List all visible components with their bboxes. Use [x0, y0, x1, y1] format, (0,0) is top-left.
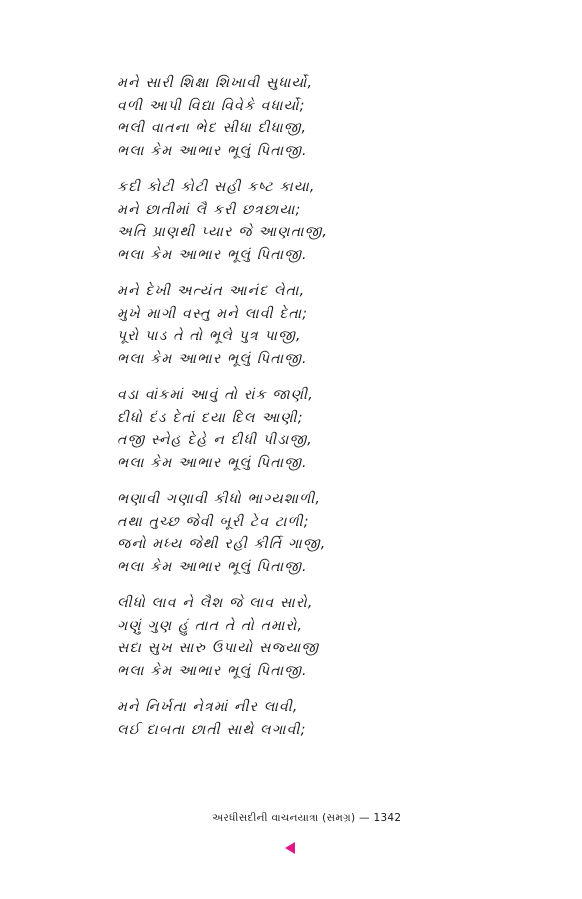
poem-line: ભલા કેમ આભાર ભૂલું પિતાજી.: [117, 662, 308, 679]
stanza: [117, 280, 417, 370]
poem-line: જનો મધ્ય જેથી રહી કીર્તિ ગાજી,: [117, 536, 327, 552]
poem-line: મને સારી શિક્ષા શિખાવી સુધાર્યો,: [117, 75, 314, 91]
poem-line: વળી આપી વિદ્યા વિવેકે વધાર્યો;: [117, 97, 306, 114]
poem-line: ભલા કેમ આભાર ભૂલું પિતાજી.: [117, 350, 308, 367]
poem-line: ભલા કેમ આભાર ભૂલું પિતાજી.: [117, 246, 308, 263]
poem-line: લીધો લાવ ને લૈશ જે લાવ સારો,: [117, 595, 314, 611]
stanza: [117, 592, 417, 682]
poem-line: તથા તુચ્છ જેવી બૂરી ટેવ ટાળી;: [117, 513, 310, 530]
page-footer: અરધીસદીની વાચનયાત્રા (સમગ્ર) — 1342: [212, 812, 402, 824]
poem-line: તજી સ્નેહ દેહે ન દીધી પીડાજી,: [117, 432, 313, 448]
poem-line: અતિ પ્રાણથી પ્યાર જે આણતાજી,: [117, 224, 329, 240]
poem-line: ગણું ગુણ હું તાત તે તો તમારો,: [117, 617, 304, 634]
stanza: [117, 176, 417, 266]
poem-line: ભણાવી ગણાવી કીધો ભાગ્યશાળી,: [117, 491, 322, 507]
poem-line: ભલા કેમ આભાર ભૂલું પિતાજી.: [117, 142, 308, 159]
stanza: [117, 488, 417, 578]
stanza: [117, 696, 417, 741]
poem-line: ભલા કેમ આભાર ભૂલું પિતાજી.: [117, 558, 308, 575]
poem-line: ભલી વાતના ભેદ સીધા દીધાજી,: [117, 120, 308, 136]
poem-line: ભલા કેમ આભાર ભૂલું પિતાજી.: [117, 454, 308, 471]
poem-body: [117, 72, 417, 755]
poem-line: મુખે માગી વસ્તુ મને લાવી દેતા;: [117, 305, 309, 322]
poem-line: પૂરો પાડ તે તો ભૂલે પુત્ર પાજી,: [117, 328, 302, 344]
stanza: [117, 72, 417, 162]
poem-line: દીધો દંડ દેતાં દયા દિલ આણી;: [117, 409, 304, 426]
poem-line: લઈ દાબતા છાતી સાથે લગાવી;: [117, 721, 307, 738]
poem-line: વડા વાંકમાં આવું તો રાંક જાણી,: [117, 387, 314, 403]
poem-line: મને છાતીમાં લૈ કરી છત્રછાયા;: [117, 201, 302, 218]
poem-line: કદી કોટી કોટી સહી કષ્ટ કાયા,: [117, 179, 316, 195]
previous-page-arrow-icon[interactable]: [285, 842, 295, 854]
poem-line: મને દેખી અત્યંત આનંદ લેતા,: [117, 283, 306, 299]
stanza: [117, 384, 417, 474]
poem-line: મને નિર્ખતા નેત્રમાં નીર લાવી,: [117, 699, 299, 715]
poem-line: સદા સુખ સારુ ઉપાયો સજ્યાજી: [117, 640, 320, 656]
